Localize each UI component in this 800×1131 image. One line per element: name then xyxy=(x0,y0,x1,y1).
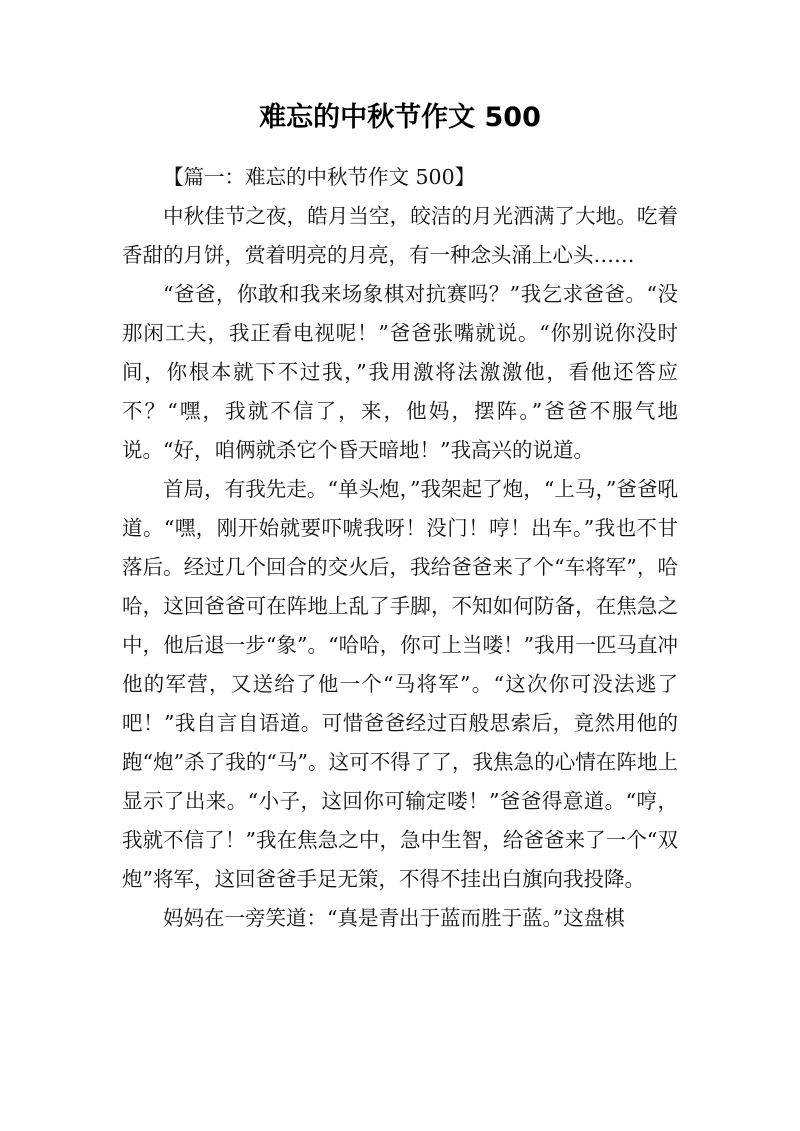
section-heading: 【篇一：难忘的中秋节作文 500】 xyxy=(163,165,476,189)
paragraph-2: “爸爸，你敢和我来场象棋对抗赛吗？”我乞求爸爸。“没那闲工夫，我正看电视呢！”爸爸张嘴就说。“你别说你没时间，你根本就下不过我，”我用激将法激激他，看他还答应不？“嘿，我就不信了，来，他妈，摆阵。”爸爸不服气地说。“好，咱俩就杀它个昏天暗地！”我高兴的说道。 xyxy=(122,282,678,462)
document-title: 难忘的中秋节作文 500 xyxy=(259,102,541,133)
paragraph-1: 中秋佳节之夜，皓月当空，皎洁的月光洒满了大地。吃着香甜的月饼，赏着明亮的月亮，有一种念头涌上心头…… xyxy=(122,204,678,267)
paragraph-3: 首局，有我先走。“单头炮，”我架起了炮，“上马，”爸爸吼道。“嘿，刚开始就要吓唬我呀！没门！哼！出车。”我也不甘落后。经过几个回合的交火后，我给爸爸来了个“车将军”，哈哈，这回爸爸可在阵地上乱了手脚，不知如何防备，在焦急之中，他后退一步“象”。“哈哈，你可上当喽！”我用一匹马直冲他的军营，又送给了他一个“马将军”。“这次你可没法逃了吧！”我自言自语道。可惜爸爸经过百般思索后，竟然用他的跑“炮”杀了我的“马”。这可不得了了，我焦急的心情在阵地上显示了出来。“小子，这回你可输定喽！”爸爸得意道。“哼，我就不信了！”我在焦急之中，急中生智，给爸爸来了一个“双炮”将军，这回爸爸手足无策，不得不挂出白旗向我投降。 xyxy=(122,477,678,891)
paragraph-4: 妈妈在一旁笑道：“真是青出于蓝而胜于蓝。”这盘棋 xyxy=(163,906,625,930)
document-body xyxy=(122,158,678,938)
